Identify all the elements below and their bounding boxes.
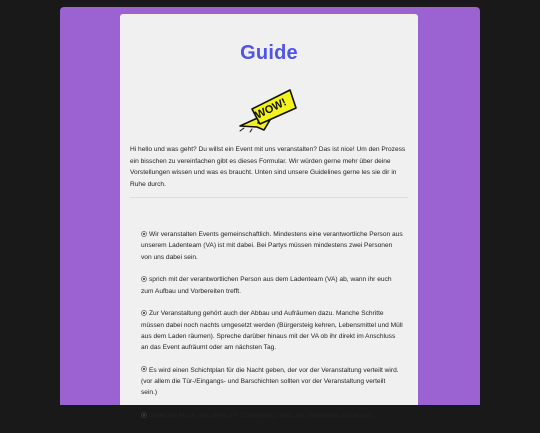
page-title: Guide xyxy=(240,42,298,64)
wow-text: WOW! xyxy=(253,96,289,122)
guideline-text: Zur Veranstaltung gehört auch der Abbau und Aufräumen dazu. Manche Schritte müssen dabei noch nachts umgesetzt werden (Bürgersteig kehren, Lebensmittel und Müll aus dem Laden räumen). Spreche darüber hinaus mit der VA ob ihr direkt im Anschluss an das Event aufräumt oder am nächsten Tag. xyxy=(141,310,403,352)
target-icon xyxy=(141,412,147,418)
guideline-item xyxy=(141,365,403,399)
form-card xyxy=(120,14,418,420)
wow-arrow-sticker xyxy=(238,82,300,132)
guideline-text: Wir veranstalten Events gemeinschaftlich. Mindestens eine verantwortliche Person aus unserem Ladenteam (VA) ist mit dabei. Bei Partys müssen mindestens zwei Personen von uns dabei sein. xyxy=(141,231,403,261)
form-frame xyxy=(60,7,480,420)
target-icon xyxy=(141,366,147,372)
target-icon xyxy=(141,310,147,316)
guideline-item xyxy=(141,229,403,263)
guideline-item xyxy=(141,410,403,421)
divider xyxy=(130,197,408,198)
guideline-text: Es wird einen Schichtplan für die Nacht geben, der vor der Veranstaltung verteilt wird. (vor allem die Tür-/Eingangs- und Barschichten sollten vor der Veranstaltung verteilt sein.) xyxy=(141,366,399,397)
guideline-item xyxy=(141,308,403,353)
intro-text: Hi hello und was geht? Du willst ein Event mit uns veranstalten? Das ist nice! Um den Prozess ein bisschen zu vereinfachen gibt es dieses Formular. Wir würden gerne mehr über deine Vorstellungen wissen und was es braucht. Unten sind unsere Guidelines gerne les sie dir in Ruhe durch. xyxy=(130,146,406,188)
target-icon xyxy=(141,276,147,282)
target-icon xyxy=(141,231,147,237)
guideline-text: laute/Live Musik (vor allem mit Schlagzeug) muss um Mitternacht vorbei sein, xyxy=(149,412,375,420)
guidelines-list xyxy=(141,229,403,433)
guideline-text: sprich mit der verantwortlichen Person aus dem Ladenteam (VA) ab, wann ihr euch zum Aufbau und Vorbereiten trefft. xyxy=(141,276,392,295)
guideline-item xyxy=(141,274,403,297)
